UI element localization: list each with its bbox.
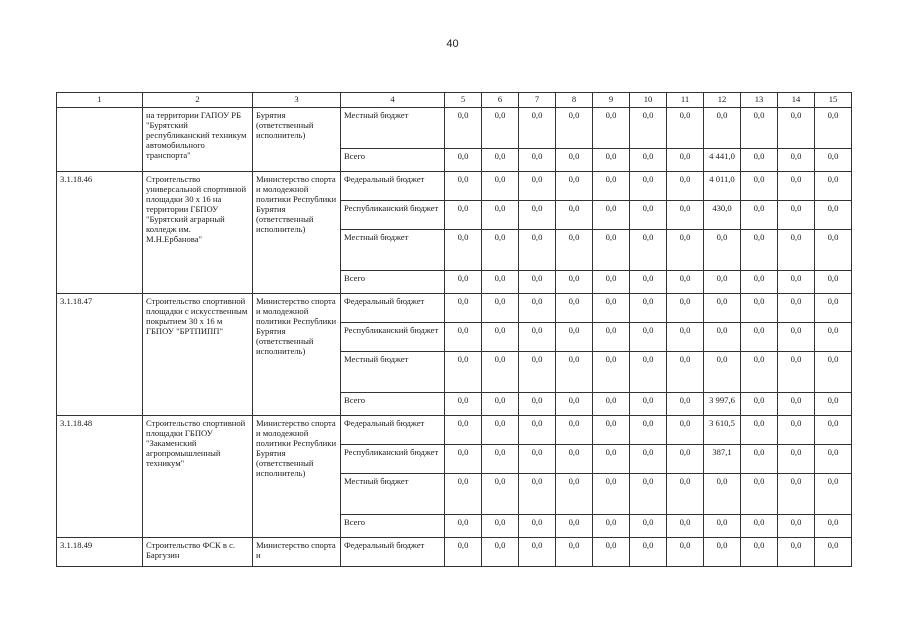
value-cell: 0,0 <box>445 323 482 352</box>
value-cell: 0,0 <box>704 474 741 515</box>
value-cell: 0,0 <box>556 201 593 230</box>
value-cell: 0,0 <box>445 201 482 230</box>
funding-source: Федеральный бюджет <box>341 294 445 323</box>
funding-source: Местный бюджет <box>341 230 445 271</box>
value-cell: 0,0 <box>593 416 630 445</box>
value-cell: 0,0 <box>445 515 482 538</box>
table-row <box>57 538 852 567</box>
value-cell: 0,0 <box>815 230 852 271</box>
value-cell: 0,0 <box>741 352 778 393</box>
col-header: 11 <box>667 93 704 108</box>
budget-table <box>56 92 852 567</box>
value-cell: 0,0 <box>778 515 815 538</box>
value-cell: 0,0 <box>741 172 778 201</box>
value-cell: 0,0 <box>741 323 778 352</box>
col-header: 13 <box>741 93 778 108</box>
value-cell: 0,0 <box>519 108 556 149</box>
value-cell: 0,0 <box>778 445 815 474</box>
value-cell: 0,0 <box>815 271 852 294</box>
value-cell: 0,0 <box>815 172 852 201</box>
value-cell: 0,0 <box>519 149 556 172</box>
value-cell: 0,0 <box>630 445 667 474</box>
value-cell: 0,0 <box>630 149 667 172</box>
value-cell: 0,0 <box>778 172 815 201</box>
value-cell: 0,0 <box>519 323 556 352</box>
value-cell: 0,0 <box>519 474 556 515</box>
value-cell: 0,0 <box>482 230 519 271</box>
value-cell: 0,0 <box>593 393 630 416</box>
row-executor: Министерство спорта и молодежной политики Республики Бурятия (ответственный исполнитель) <box>253 294 341 416</box>
value-cell: 0,0 <box>704 352 741 393</box>
value-cell: 0,0 <box>741 201 778 230</box>
value-cell: 0,0 <box>778 393 815 416</box>
value-cell: 0,0 <box>778 271 815 294</box>
value-cell: 0,0 <box>741 515 778 538</box>
value-cell: 0,0 <box>593 294 630 323</box>
value-cell: 0,0 <box>815 149 852 172</box>
value-cell: 0,0 <box>741 230 778 271</box>
value-cell: 0,0 <box>630 515 667 538</box>
funding-source: Местный бюджет <box>341 352 445 393</box>
value-cell: 0,0 <box>630 201 667 230</box>
value-cell: 0,0 <box>482 172 519 201</box>
funding-source: Всего <box>341 271 445 294</box>
value-cell: 0,0 <box>556 271 593 294</box>
value-cell: 0,0 <box>482 515 519 538</box>
value-cell: 0,0 <box>593 538 630 567</box>
funding-source: Федеральный бюджет <box>341 538 445 567</box>
value-cell: 0,0 <box>445 352 482 393</box>
row-name: на территории ГАПОУ РБ "Бурятский республиканский техникум автомобильного транспорта" <box>143 108 253 172</box>
value-cell: 0,0 <box>445 393 482 416</box>
row-executor: Министерство спорта и молодежной политики Республики Бурятия (ответственный исполнитель) <box>253 172 341 294</box>
value-cell: 0,0 <box>445 538 482 567</box>
value-cell: 0,0 <box>815 108 852 149</box>
value-cell: 0,0 <box>519 201 556 230</box>
value-cell: 0,0 <box>482 416 519 445</box>
value-cell: 0,0 <box>630 230 667 271</box>
value-cell: 0,0 <box>482 352 519 393</box>
funding-source: Федеральный бюджет <box>341 416 445 445</box>
value-cell: 0,0 <box>741 271 778 294</box>
value-cell: 0,0 <box>556 393 593 416</box>
value-cell: 0,0 <box>667 445 704 474</box>
col-header: 5 <box>445 93 482 108</box>
value-cell: 0,0 <box>815 416 852 445</box>
table-body <box>57 108 852 567</box>
value-cell: 0,0 <box>630 538 667 567</box>
value-cell: 0,0 <box>556 108 593 149</box>
row-code: 3.1.18.49 <box>57 538 143 567</box>
value-cell: 0,0 <box>815 515 852 538</box>
value-cell: 0,0 <box>556 416 593 445</box>
col-header: 15 <box>815 93 852 108</box>
value-cell: 0,0 <box>630 323 667 352</box>
value-cell: 0,0 <box>556 172 593 201</box>
row-name: Строительство универсальной спортивной площадки 30 х 16 на территории ГБПОУ "Бурятский аграрный колледж им. М.Н.Ербанова" <box>143 172 253 294</box>
value-cell: 0,0 <box>667 538 704 567</box>
value-cell: 0,0 <box>519 172 556 201</box>
value-cell: 0,0 <box>667 149 704 172</box>
col-header: 10 <box>630 93 667 108</box>
funding-source: Республиканский бюджет <box>341 201 445 230</box>
col-header: 1 <box>57 93 143 108</box>
funding-source: Местный бюджет <box>341 108 445 149</box>
value-cell: 0,0 <box>519 515 556 538</box>
value-cell: 0,0 <box>778 201 815 230</box>
value-cell: 0,0 <box>741 416 778 445</box>
value-cell: 0,0 <box>667 172 704 201</box>
table-row <box>57 416 852 445</box>
value-cell: 0,0 <box>556 149 593 172</box>
value-cell: 0,0 <box>630 294 667 323</box>
value-cell: 0,0 <box>445 474 482 515</box>
value-cell: 0,0 <box>593 172 630 201</box>
row-code <box>57 108 143 172</box>
value-cell: 0,0 <box>704 230 741 271</box>
col-header: 9 <box>593 93 630 108</box>
value-cell: 0,0 <box>556 352 593 393</box>
table-row <box>57 294 852 323</box>
value-cell: 0,0 <box>741 294 778 323</box>
value-cell: 0,0 <box>593 515 630 538</box>
funding-source: Местный бюджет <box>341 474 445 515</box>
value-cell: 0,0 <box>482 271 519 294</box>
value-cell: 0,0 <box>630 108 667 149</box>
value-cell: 0,0 <box>519 445 556 474</box>
row-name: Строительство спортивной площадки с искусственным покрытием 30 х 16 м ГБПОУ "БРТПИПП" <box>143 294 253 416</box>
value-cell: 0,0 <box>482 445 519 474</box>
value-cell: 0,0 <box>482 294 519 323</box>
value-cell: 0,0 <box>704 538 741 567</box>
value-cell: 0,0 <box>667 108 704 149</box>
row-name: Строительство спортивной площадки ГБПОУ "Закаменский агропромышленный техникум" <box>143 416 253 538</box>
value-cell: 0,0 <box>815 352 852 393</box>
value-cell: 0,0 <box>667 515 704 538</box>
funding-source: Республиканский бюджет <box>341 445 445 474</box>
value-cell: 0,0 <box>815 445 852 474</box>
value-cell: 4 011,0 <box>704 172 741 201</box>
page-number: 40 <box>446 38 459 50</box>
value-cell: 0,0 <box>778 323 815 352</box>
row-executor: Министерство спорта и молодежной политики Республики Бурятия (ответственный исполнитель) <box>253 416 341 538</box>
row-code: 3.1.18.47 <box>57 294 143 416</box>
value-cell: 0,0 <box>556 538 593 567</box>
row-name: Строительство ФСК в с. Баргузин <box>143 538 253 567</box>
value-cell: 0,0 <box>815 393 852 416</box>
value-cell: 430,0 <box>704 201 741 230</box>
value-cell: 0,0 <box>482 201 519 230</box>
value-cell: 0,0 <box>519 230 556 271</box>
value-cell: 0,0 <box>741 108 778 149</box>
value-cell: 0,0 <box>778 352 815 393</box>
col-header: 14 <box>778 93 815 108</box>
value-cell: 0,0 <box>741 474 778 515</box>
value-cell: 0,0 <box>445 230 482 271</box>
col-header: 4 <box>341 93 445 108</box>
value-cell: 0,0 <box>445 149 482 172</box>
value-cell: 0,0 <box>667 271 704 294</box>
value-cell: 0,0 <box>667 352 704 393</box>
value-cell: 0,0 <box>593 149 630 172</box>
value-cell: 0,0 <box>482 149 519 172</box>
value-cell: 0,0 <box>667 323 704 352</box>
value-cell: 0,0 <box>519 271 556 294</box>
value-cell: 0,0 <box>556 230 593 271</box>
value-cell: 0,0 <box>519 416 556 445</box>
col-header: 2 <box>143 93 253 108</box>
col-header: 7 <box>519 93 556 108</box>
value-cell: 0,0 <box>556 323 593 352</box>
row-code: 3.1.18.46 <box>57 172 143 294</box>
value-cell: 0,0 <box>519 294 556 323</box>
value-cell: 0,0 <box>741 393 778 416</box>
header-row <box>57 93 852 108</box>
value-cell: 0,0 <box>445 445 482 474</box>
funding-source: Республиканский бюджет <box>341 323 445 352</box>
value-cell: 0,0 <box>445 416 482 445</box>
value-cell: 0,0 <box>519 538 556 567</box>
value-cell: 0,0 <box>519 393 556 416</box>
value-cell: 0,0 <box>593 474 630 515</box>
table-row <box>57 108 852 149</box>
col-header: 6 <box>482 93 519 108</box>
value-cell: 0,0 <box>704 323 741 352</box>
value-cell: 0,0 <box>630 172 667 201</box>
value-cell: 387,1 <box>704 445 741 474</box>
value-cell: 0,0 <box>630 416 667 445</box>
value-cell: 0,0 <box>445 172 482 201</box>
value-cell: 0,0 <box>445 108 482 149</box>
value-cell: 0,0 <box>778 538 815 567</box>
value-cell: 0,0 <box>778 108 815 149</box>
value-cell: 0,0 <box>482 474 519 515</box>
row-executor: Бурятия (ответственный исполнитель) <box>253 108 341 172</box>
row-code: 3.1.18.48 <box>57 416 143 538</box>
value-cell: 0,0 <box>482 108 519 149</box>
value-cell: 0,0 <box>778 416 815 445</box>
col-header: 12 <box>704 93 741 108</box>
value-cell: 4 441,0 <box>704 149 741 172</box>
value-cell: 0,0 <box>704 515 741 538</box>
value-cell: 3 610,5 <box>704 416 741 445</box>
value-cell: 0,0 <box>482 538 519 567</box>
value-cell: 0,0 <box>556 474 593 515</box>
value-cell: 0,0 <box>778 294 815 323</box>
value-cell: 0,0 <box>815 201 852 230</box>
value-cell: 0,0 <box>519 352 556 393</box>
value-cell: 0,0 <box>556 294 593 323</box>
value-cell: 0,0 <box>593 230 630 271</box>
col-header: 8 <box>556 93 593 108</box>
value-cell: 0,0 <box>741 149 778 172</box>
value-cell: 0,0 <box>630 393 667 416</box>
value-cell: 0,0 <box>667 474 704 515</box>
value-cell: 0,0 <box>741 445 778 474</box>
col-header: 3 <box>253 93 341 108</box>
value-cell: 0,0 <box>704 271 741 294</box>
value-cell: 0,0 <box>593 323 630 352</box>
value-cell: 0,0 <box>815 323 852 352</box>
value-cell: 0,0 <box>445 294 482 323</box>
value-cell: 0,0 <box>593 201 630 230</box>
value-cell: 0,0 <box>667 416 704 445</box>
value-cell: 0,0 <box>667 201 704 230</box>
value-cell: 0,0 <box>556 445 593 474</box>
value-cell: 0,0 <box>593 445 630 474</box>
value-cell: 0,0 <box>593 271 630 294</box>
value-cell: 0,0 <box>815 294 852 323</box>
funding-source: Федеральный бюджет <box>341 172 445 201</box>
value-cell: 0,0 <box>778 149 815 172</box>
funding-source: Всего <box>341 393 445 416</box>
value-cell: 0,0 <box>482 393 519 416</box>
value-cell: 0,0 <box>741 538 778 567</box>
value-cell: 0,0 <box>445 271 482 294</box>
table-row <box>57 172 852 201</box>
value-cell: 0,0 <box>778 230 815 271</box>
row-executor: Министерство спорта и <box>253 538 341 567</box>
value-cell: 0,0 <box>630 271 667 294</box>
value-cell: 0,0 <box>815 538 852 567</box>
value-cell: 0,0 <box>482 323 519 352</box>
value-cell: 0,0 <box>778 474 815 515</box>
value-cell: 0,0 <box>667 230 704 271</box>
value-cell: 0,0 <box>593 352 630 393</box>
value-cell: 3 997,6 <box>704 393 741 416</box>
value-cell: 0,0 <box>556 515 593 538</box>
value-cell: 0,0 <box>630 474 667 515</box>
funding-source: Всего <box>341 515 445 538</box>
value-cell: 0,0 <box>630 352 667 393</box>
value-cell: 0,0 <box>704 108 741 149</box>
value-cell: 0,0 <box>593 108 630 149</box>
value-cell: 0,0 <box>667 294 704 323</box>
value-cell: 0,0 <box>667 393 704 416</box>
value-cell: 0,0 <box>815 474 852 515</box>
funding-source: Всего <box>341 149 445 172</box>
value-cell: 0,0 <box>704 294 741 323</box>
